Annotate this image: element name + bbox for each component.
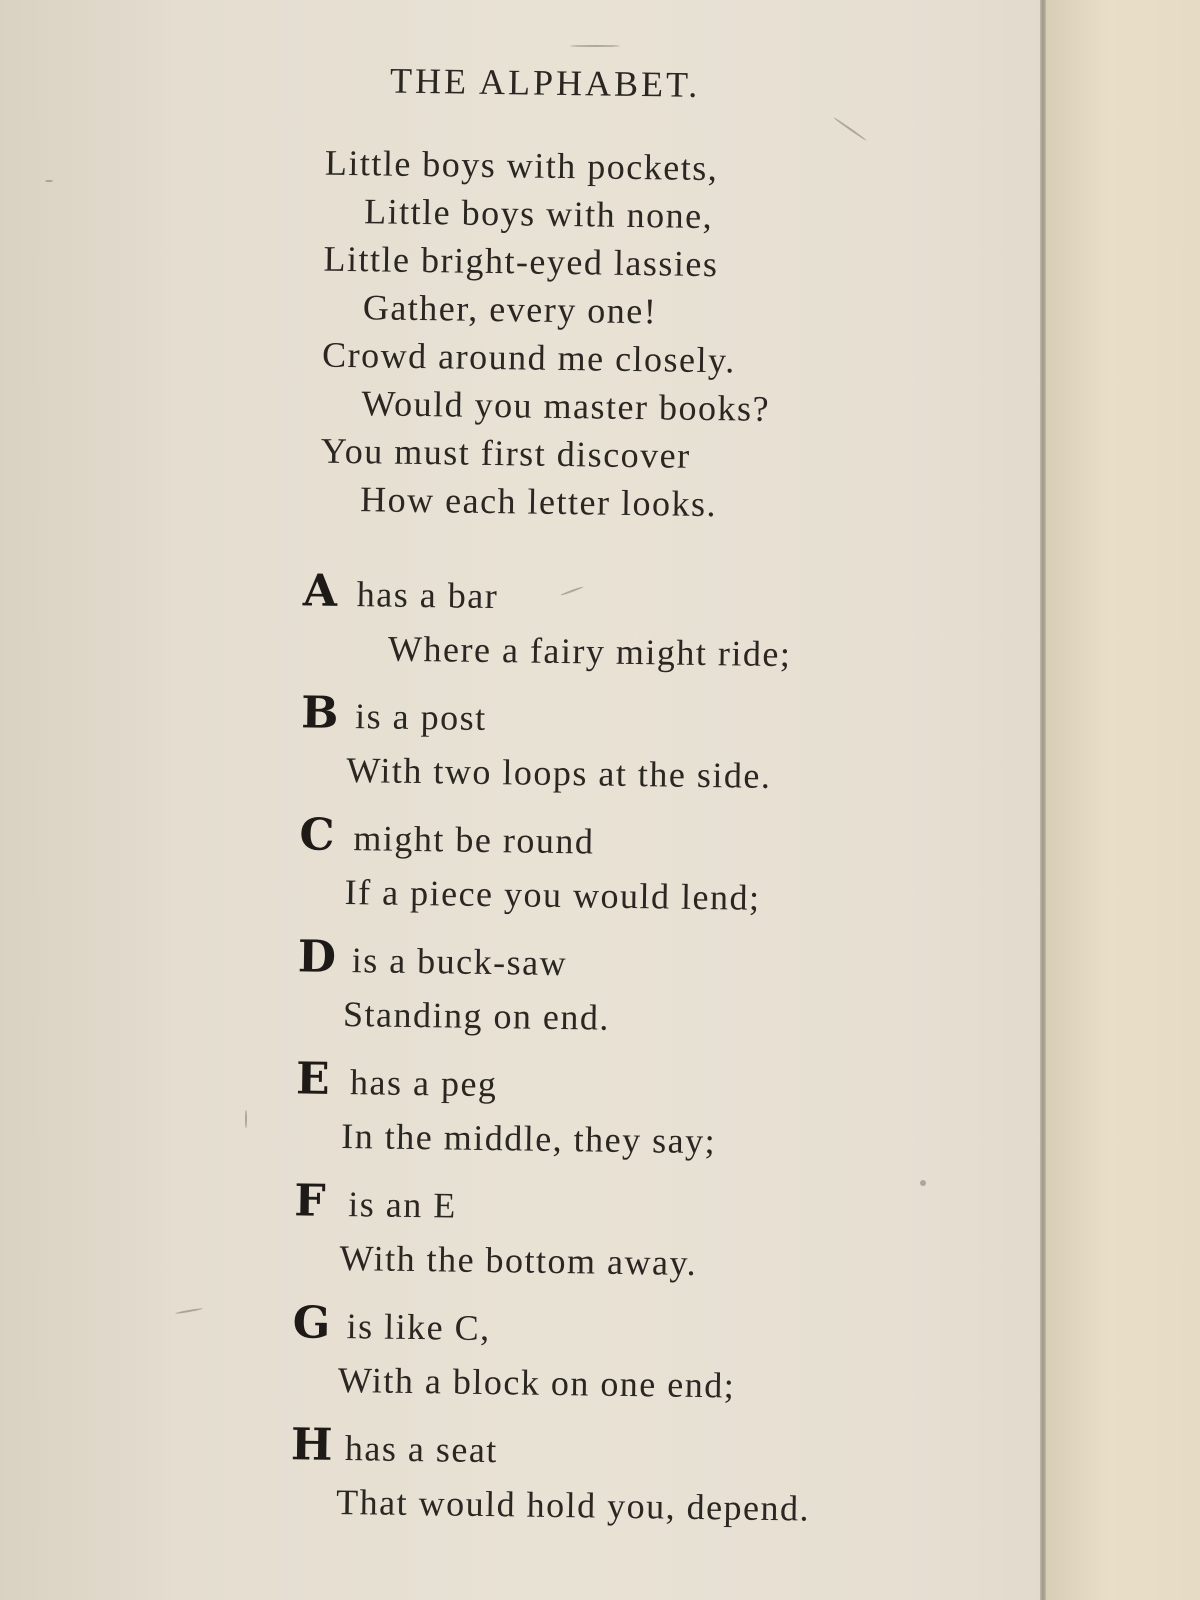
entry-second-line: With a block on one end; <box>337 1359 736 1406</box>
alphabet-entry <box>291 1293 813 1422</box>
alphabet-list <box>290 561 824 1544</box>
entry-letter: B <box>300 687 339 739</box>
entry-first-line: is a buck-saw <box>351 940 568 984</box>
verse-line: Gather, every one! <box>362 287 658 332</box>
entry-first-line: is a post <box>354 696 487 738</box>
entry-first-line: is an E <box>348 1184 458 1226</box>
verse-line: You must first discover <box>320 430 691 476</box>
entry-letter: D <box>297 931 337 983</box>
alphabet-entry <box>298 805 820 934</box>
alphabet-entry <box>302 561 824 690</box>
entry-first-line: has a peg <box>349 1062 498 1105</box>
entry-second-line: That would hold you, depend. <box>335 1481 811 1529</box>
alphabet-entry <box>295 1049 817 1178</box>
entry-letter: G <box>292 1297 331 1349</box>
entry-first-line: has a bar <box>356 574 499 617</box>
entry-second-line: In the middle, they say; <box>341 1115 717 1162</box>
facing-page-edge <box>1046 0 1200 1600</box>
verse-line: Little boys with pockets, <box>324 142 719 189</box>
entry-second-line: With two loops at the side. <box>346 750 772 796</box>
entry-letter: C <box>299 809 335 861</box>
entry-letter: F <box>294 1175 326 1227</box>
alphabet-entry <box>293 1171 815 1300</box>
page-title: THE ALPHABET. <box>389 60 701 105</box>
alphabet-entry <box>296 927 818 1056</box>
entry-second-line: Standing on end. <box>342 993 611 1038</box>
entry-letter: A <box>302 565 338 617</box>
entry-second-line: If a piece you would lend; <box>344 872 761 918</box>
verse-line: Little bright-eyed lassies <box>323 238 719 285</box>
entry-first-line: has a seat <box>344 1428 499 1471</box>
entry-letter: H <box>290 1419 333 1471</box>
alphabet-entry <box>300 683 822 812</box>
verse-line: Crowd around me closely. <box>321 334 737 381</box>
verse-line: How each letter looks. <box>359 479 718 525</box>
entry-second-line: Where a fairy might ride; <box>387 628 792 675</box>
verse-line: Would you master books? <box>361 383 771 429</box>
entry-first-line: might be round <box>353 818 595 862</box>
entry-letter: E <box>295 1053 330 1105</box>
intro-verse <box>320 139 774 529</box>
verse-line: Little boys with none, <box>363 191 714 237</box>
entry-first-line: is like C, <box>346 1306 491 1349</box>
entry-second-line: With the bottom away. <box>339 1237 698 1283</box>
alphabet-entry <box>290 1415 812 1544</box>
